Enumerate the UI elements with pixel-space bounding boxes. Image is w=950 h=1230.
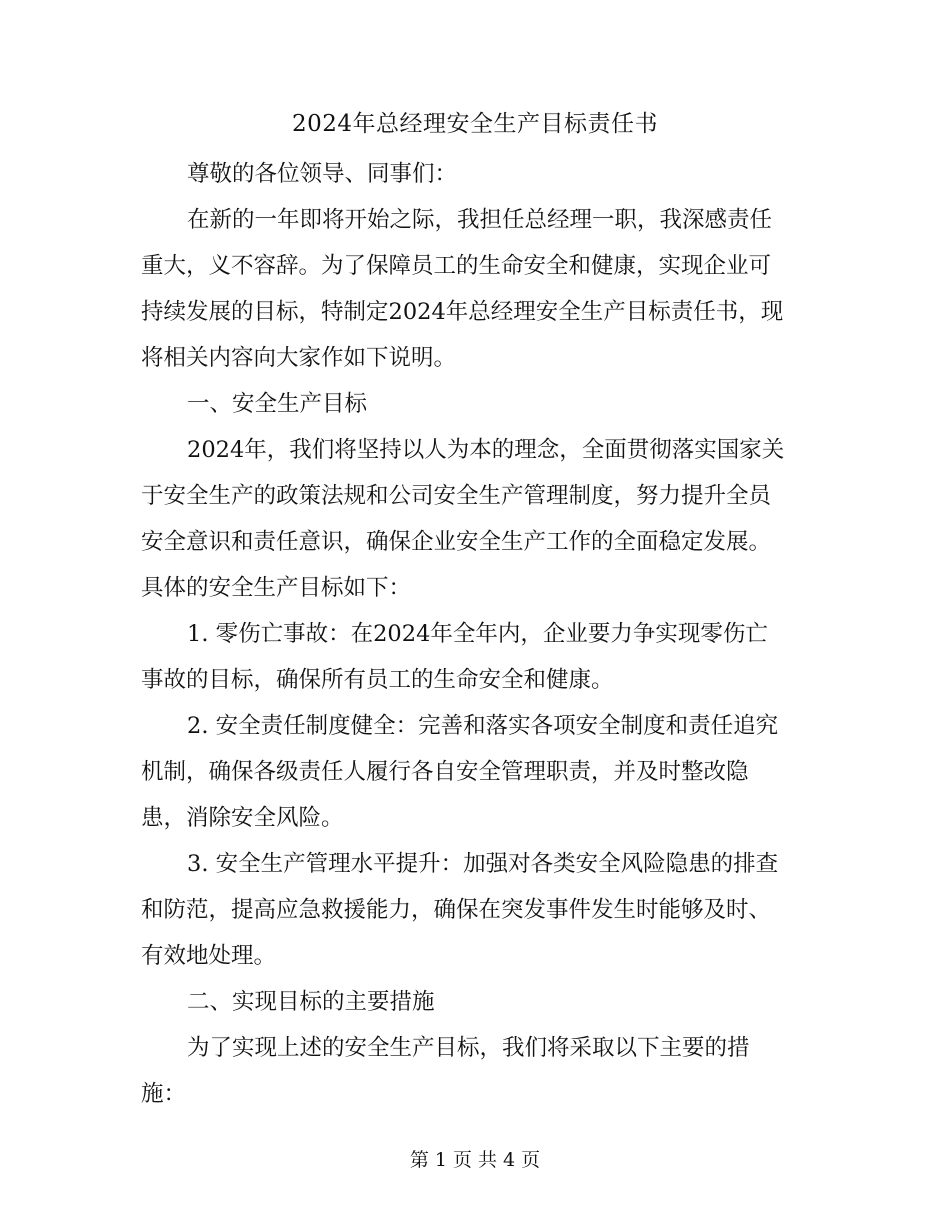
- list-item-line: 患，消除安全风险。: [141, 805, 344, 831]
- footer-label-unit-end: 页: [521, 1149, 541, 1171]
- list-item-line: 事故的目标，确保所有员工的生命安全和健康。: [141, 667, 614, 693]
- list-item-1: [141, 611, 806, 703]
- list-item-3: [141, 841, 806, 979]
- footer-label-total: 共: [478, 1149, 498, 1171]
- document-body: [141, 151, 806, 1117]
- page-footer: [0, 1145, 950, 1175]
- section1-line: 安全意识和责任意识，确保企业安全生产工作的全面稳定发展。: [141, 529, 772, 555]
- list-item-line: 和防范，提高应急救援能力，确保在突发事件发生时能够及时、: [141, 897, 772, 923]
- footer-label-page: 第: [409, 1149, 429, 1171]
- list-item-line: 3. 安全生产管理水平提升：加强对各类安全风险隐患的排查: [187, 851, 779, 877]
- section-heading-1: 一、安全生产目标: [187, 391, 368, 417]
- list-item-line: 1. 零伤亡事故：在2024年全年内，企业要力争实现零伤亡: [187, 621, 768, 647]
- list-item-line: 有效地处理。: [141, 943, 277, 969]
- section-heading-2: 二、实现目标的主要措施: [187, 989, 435, 1015]
- greeting: 尊敬的各位领导、同事们：: [187, 161, 458, 187]
- footer-current-page: 1: [434, 1149, 447, 1171]
- intro-line: 重大，义不容辞。为了保障员工的生命安全和健康，实现企业可: [141, 253, 772, 279]
- list-item-2: [141, 703, 806, 841]
- section1-line: 于安全生产的政策法规和公司安全生产管理制度，努力提升全员: [141, 483, 772, 509]
- intro-line: 在新的一年即将开始之际，我担任总经理一职，我深感责任: [187, 207, 773, 233]
- intro-line: 持续发展的目标，特制定2024年总经理安全生产目标责任书，现: [141, 299, 784, 325]
- section2-line: 为了实现上述的安全生产目标，我们将采取以下主要的措: [187, 1035, 750, 1061]
- intro-paragraph: [141, 197, 806, 381]
- list-item-line: 2. 安全责任制度健全：完善和落实各项安全制度和责任追究: [187, 713, 779, 739]
- section2-line: 施：: [141, 1081, 187, 1107]
- section1-paragraph: [141, 427, 806, 611]
- footer-total-pages: 4: [503, 1149, 516, 1171]
- footer-label-unit: 页: [452, 1149, 472, 1171]
- section2-paragraph: [141, 1025, 806, 1117]
- intro-line: 将相关内容向大家作如下说明。: [141, 345, 457, 371]
- document-title: 2024年总经理安全生产目标责任书: [291, 111, 659, 137]
- list-item-line: 机制，确保各级责任人履行各自安全管理职责，并及时整改隐: [141, 759, 749, 785]
- section1-line: 具体的安全生产目标如下：: [141, 575, 412, 601]
- section1-line: 2024年，我们将坚持以人为本的理念，全面贯彻落实国家关: [187, 437, 785, 463]
